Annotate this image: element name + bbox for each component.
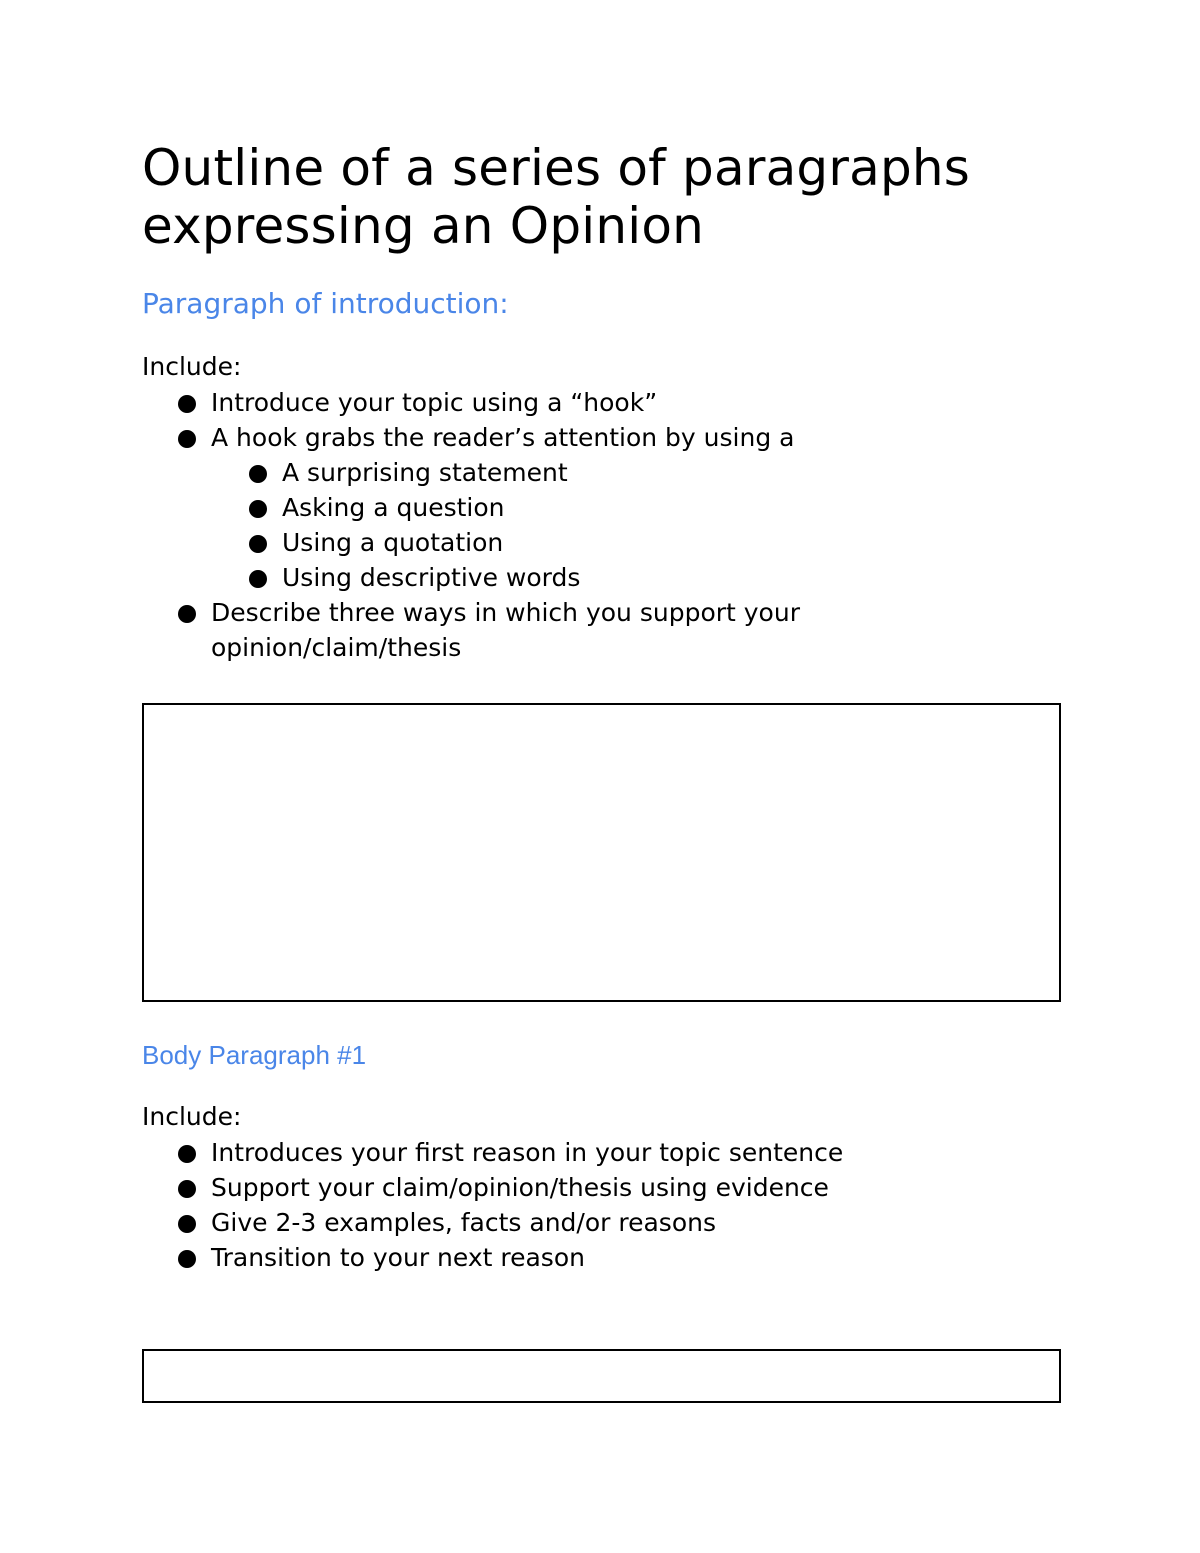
list-item <box>211 1205 1071 1240</box>
list-item <box>211 420 911 455</box>
list-item <box>211 595 901 665</box>
list-item-text: A surprising statement <box>282 458 568 487</box>
body-paragraph-1-answer-box[interactable] <box>142 1349 1061 1403</box>
bullet-icon <box>178 605 196 623</box>
intro-bullet-list-continued <box>211 595 901 665</box>
intro-heading: Paragraph of introduction: <box>142 287 509 320</box>
body-paragraph-1-bullet-list <box>211 1135 1071 1275</box>
list-item-text: Using descriptive words <box>282 563 581 592</box>
list-item <box>282 490 882 525</box>
list-item-text: Introduce your topic using a “hook” <box>211 388 658 417</box>
list-item <box>211 1240 1071 1275</box>
bullet-icon <box>178 1180 196 1198</box>
list-item-text: Asking a question <box>282 493 505 522</box>
intro-include-label: Include: <box>142 352 242 381</box>
body-paragraph-1-include-label: Include: <box>142 1102 242 1131</box>
list-item <box>282 560 882 595</box>
bullet-icon <box>178 395 196 413</box>
bullet-icon <box>178 430 196 448</box>
body-paragraph-1-heading: Body Paragraph #1 <box>142 1040 367 1070</box>
page-title: Outline of a series of paragraphs expressing an Opinion <box>142 139 971 255</box>
bullet-icon <box>249 570 267 588</box>
intro-sub-bullet-list <box>282 455 882 595</box>
bullet-icon <box>178 1250 196 1268</box>
bullet-icon <box>178 1215 196 1233</box>
list-item <box>211 1135 1071 1170</box>
intro-bullet-list <box>211 385 911 455</box>
list-item-text: Describe three ways in which you support your opinion/claim/thesis <box>211 598 800 662</box>
list-item-text: Using a quotation <box>282 528 504 557</box>
bullet-icon <box>249 465 267 483</box>
bullet-icon <box>178 1145 196 1163</box>
list-item <box>211 1170 1071 1205</box>
list-item-text: A hook grabs the reader’s attention by using a <box>211 423 795 452</box>
list-item <box>282 525 882 560</box>
list-item-text: Transition to your next reason <box>211 1243 585 1272</box>
list-item-text: Support your claim/opinion/thesis using evidence <box>211 1173 829 1202</box>
bullet-icon <box>249 535 267 553</box>
list-item <box>211 385 911 420</box>
list-item-text: Introduces your first reason in your topic sentence <box>211 1138 844 1167</box>
list-item-text: Give 2-3 examples, facts and/or reasons <box>211 1208 716 1237</box>
intro-answer-box[interactable] <box>142 703 1061 1002</box>
list-item <box>282 455 882 490</box>
bullet-icon <box>249 500 267 518</box>
